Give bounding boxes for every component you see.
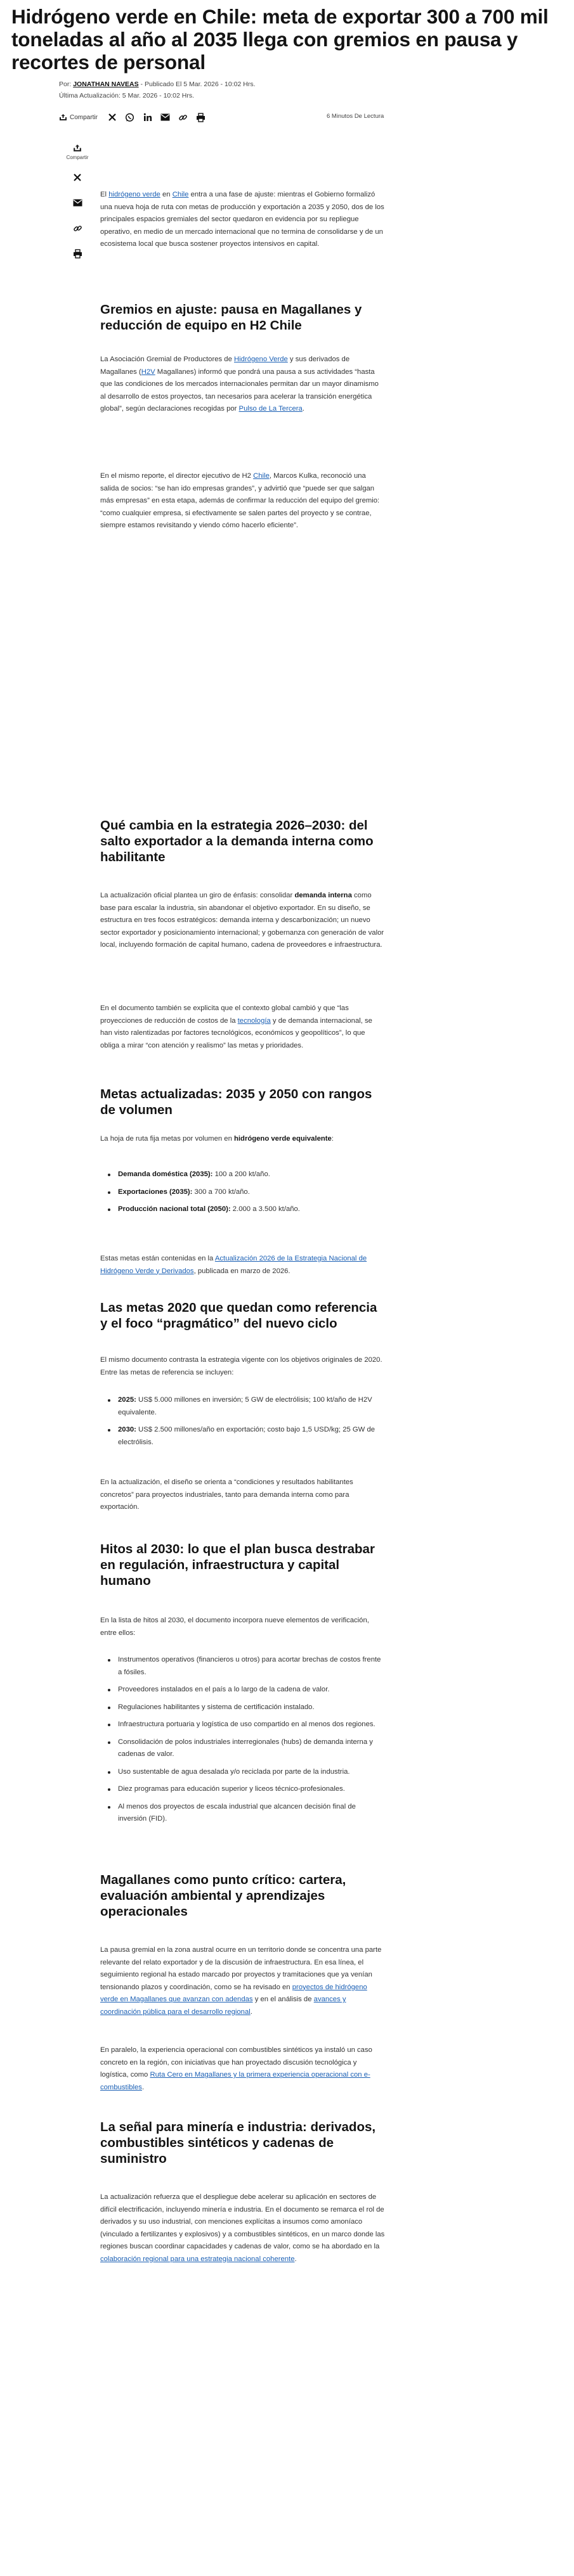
email-icon[interactable]: [72, 197, 83, 208]
paragraph: La hoja de ruta fija metas por volumen en hidrógeno verde equivalente:: [100, 1135, 334, 1143]
share-button[interactable]: Compartir: [59, 113, 98, 121]
list-item: Instrumentos operativos (financieros u otros) para acortar brechas de costos frente a fósiles.: [117, 1654, 386, 1679]
section-heading: Gremios en ajuste: pausa en Magallanes y reducción de equipo en H2 Chile: [100, 302, 362, 333]
byline: Por: JONATHAN NAVEAS - Publicado El 5 Mar. 2026 - 10:02 Hrs. Última Actualización: 5 Mar. 2026 - 10:02 Hrs.: [59, 79, 256, 101]
link-avances-coordinacion[interactable]: avances y coordinación pública para el desarrollo regional: [100, 1996, 346, 2016]
targets-list: [117, 1169, 386, 1221]
paragraph: En el documento también se explicita que el contexto global cambió y que “las proyecciones de reducción de costos de la tecnología y de demanda internacional, se han visto ralentizadas por factores tecnológicos, económicos y geopolíticos”, lo que obliga a mirar “con atención y realismo” las metas y prioridades.: [100, 1004, 372, 1049]
section-heading: Hitos al 2030: lo que el plan busca destrabar en regulación, infraestructura y capital humano: [100, 1542, 375, 1588]
link-actualizacion-2026[interactable]: Actualización 2026 de la Estrategia Nacional de Hidrógeno Verde y Derivados: [100, 1255, 367, 1275]
section-heading: Magallanes como punto crítico: cartera, evaluación ambiental y aprendizajes operacionales: [100, 1873, 346, 1919]
paragraph: En paralelo, la experiencia operacional con combustibles sintéticos ya instaló un caso concreto en la región, con iniciativas que han proyectado discusión tecnológica y logística, como Ruta Cero en Magallanes y la primera experiencia operacional con e-combustibles.: [100, 2046, 372, 2091]
updated-date: Última Actualización: 5 Mar. 2026 - 10:02 Hrs.: [59, 92, 195, 99]
section-heading: Metas actualizadas: 2035 y 2050 con rangos de volumen: [100, 1087, 372, 1117]
reference-targets-list: [117, 1394, 386, 1454]
list-item: Demanda doméstica (2035): 100 a 200 kt/año.: [117, 1169, 386, 1181]
print-icon[interactable]: [195, 112, 207, 123]
list-item: Exportaciones (2035): 300 a 700 kt/año.: [117, 1186, 386, 1199]
link-ruta-cero[interactable]: Ruta Cero en Magallanes y la primera experiencia operacional con e-combustibles: [100, 2071, 370, 2091]
link-icon[interactable]: [72, 222, 83, 234]
list-item: Proveedores instalados en el país a lo largo de la cadena de valor.: [117, 1684, 386, 1696]
link-h2v[interactable]: H2V: [141, 368, 155, 376]
paragraph: En el mismo reporte, el director ejecutivo de H2 Chile, Marcos Kulka, reconoció una salida de socios: “se han ido empresas grandes”, y advirtió que “puede ser que salgan más empresas” en esta etapa, además de confirmar la reducción del equipo del gremio: “como cualquier empresa, si efectivamente se salen partes del proyecto y se contrae, siempre estamos revisitando y viendo cómo hacerlo eficiente”.: [100, 472, 380, 529]
sidebar-share-label: Compartir: [66, 155, 89, 160]
email-icon[interactable]: [160, 112, 171, 123]
list-item: Consolidación de polos industriales interregionales (hubs) de demanda interna y cadenas de valor.: [117, 1736, 386, 1761]
sticky-share-sidebar: [65, 142, 90, 273]
list-item: Uso sustentable de agua desalada y/o reciclada por parte de la industria.: [117, 1766, 386, 1779]
published-date: Publicado El 5 Mar. 2026 - 10:02 Hrs.: [144, 80, 256, 88]
paragraph: Estas metas están contenidas en la Actualización 2026 de la Estrategia Nacional de Hidrógeno Verde y Derivados, publicada en marzo de 2026.: [100, 1255, 367, 1275]
whatsapp-icon[interactable]: [124, 112, 136, 123]
article-headline: Hidrógeno verde en Chile: meta de exportar 300 a 700 mil toneladas al año al 2035 llega con gremios en pausa y recortes de personal: [11, 5, 549, 74]
paragraph: La Asociación Gremial de Productores de Hidrógeno Verde y sus derivados de Magallanes (H2V Magallanes) informó que pondrá una pausa a sus actividades “hasta que las condiciones de los mercados internacionales permitan dar un mayor dinamismo al desarrollo de estos proyectos, tan necesarios para acelerar la transición energética global”, según declaraciones recogidas por Pulso de La Tercera.: [100, 356, 379, 413]
link-colaboracion-regional[interactable]: colaboración regional para una estrategia nacional coherente: [100, 2255, 295, 2263]
paragraph: La pausa gremial en la zona austral ocurre en un territorio donde se concentra una parte relevante del relato exportador y de la discusión de infraestructura. En esa línea, el seguimiento regional ha estado marcado por proyectos y tramitaciones que ya venían tensionando plazos y coordinación, como se ha revisado en proyectos de hidrógeno verde en Magallanes que avanzan con adendas y en el análisis de avances y coordinación pública para el desarrollo regional.: [100, 1946, 382, 2016]
link-icon[interactable]: [178, 112, 189, 123]
section-heading: Qué cambia en la estrategia 2026–2030: del salto exportador a la demanda interna como habilitante: [100, 818, 374, 864]
x-icon[interactable]: [72, 172, 83, 183]
paragraph: La actualización oficial plantea un giro de énfasis: consolidar demanda interna como base para escalar la industria, sin abandonar el objetivo exportador. En su diseño, se estructura en tres focos estratégicos: demanda interna y descarbonización; un nuevo sector exportador y posicionamiento internacional; y gobernanza con generación de valor local, incluyendo formación de capital humano, cadena de proveedores e infraestructura.: [100, 892, 384, 949]
link-pulso-la-tercera[interactable]: Pulso de La Tercera: [238, 405, 303, 413]
link-hidrogeno-verde[interactable]: hidrógeno verde: [108, 191, 160, 198]
intro-paragraph: El hidrógeno verde en Chile entra a una fase de ajuste: mientras el Gobierno formalizó una nueva hoja de ruta con metas de producción y exportación a 2035 y 2050, dos de los principales espacios gremiales del sector quedaron en evidencia por su repliegue operativo, en medio de un mercado internacional que no termina de consolidarse y de un ecosistema local que busca sostener proyectos intensivos en capital.: [100, 191, 384, 248]
x-icon[interactable]: [107, 112, 118, 123]
milestones-list: [117, 1654, 386, 1831]
link-tecnologia[interactable]: tecnología: [237, 1016, 271, 1025]
linkedin-icon[interactable]: [142, 112, 153, 123]
section-heading: La señal para minería e industria: derivados, combustibles sintéticos y cadenas de suministro: [100, 2120, 376, 2166]
share-icon: [59, 113, 67, 121]
paragraph: En la actualización, el diseño se orienta a “condiciones y resultados habilitantes concretos” para proyectos industriales, tanto para demanda interna como para exportación.: [100, 1478, 353, 1511]
section-heading: Las metas 2020 que quedan como referencia y el foco “pragmático” del nuevo ciclo: [100, 1300, 377, 1331]
list-item: Diez programas para educación superior y liceos técnico-profesionales.: [117, 1783, 386, 1796]
list-item: Regulaciones habilitantes y sistema de certificación instalado.: [117, 1701, 386, 1714]
share-icon[interactable]: [72, 142, 83, 153]
list-item: Producción nacional total (2050): 2.000 a 3.500 kt/año.: [117, 1203, 386, 1216]
list-item: Al menos dos proyectos de escala industrial que alcancen decisión final de inversión (FID).: [117, 1801, 386, 1826]
list-item: 2030: US$ 2.500 millones/año en exportación; costo bajo 1,5 USD/kg; 25 GW de electrólisis.: [117, 1424, 386, 1449]
link-chile[interactable]: Chile: [172, 191, 189, 198]
paragraph: En la lista de hitos al 2030, el documento incorpora nueve elementos de verificación, entre ellos:: [100, 1617, 369, 1637]
link-hidrogeno-verde-tag[interactable]: Hidrógeno Verde: [234, 356, 288, 363]
list-item: Infraestructura portuaria y logística de uso compartido en al menos dos regiones.: [117, 1719, 386, 1731]
paragraph: El mismo documento contrasta la estrategia vigente con los objetivos originales de 2020. Entre las metas de referencia se incluyen:: [100, 1356, 382, 1376]
paragraph: La actualización refuerza que el despliegue debe acelerar su aplicación en sectores de difícil electrificación, incluyendo minería e industria. En el documento se remarca el rol de derivados y su uso industrial, con menciones explícitas a insumos como amoníaco (vinculado a fertilizantes y explosivos) y a combustibles sintéticos, en un marco donde las regiones buscan coordinar capacidades y cadenas de valor, como se ha abordado en la colaboración regional para una estrategia nacional coherente.: [100, 2193, 385, 2263]
list-item: 2025: US$ 5.000 millones en inversión; 5 GW de electrólisis; 100 kt/año de H2V equivalente.: [117, 1394, 386, 1419]
author-link[interactable]: JONATHAN NAVEAS: [73, 80, 139, 88]
read-time: 6 Minutos De Lectura: [327, 113, 384, 120]
print-icon[interactable]: [72, 248, 83, 259]
link-chile[interactable]: Chile: [253, 472, 270, 480]
link-proyectos-magallanes[interactable]: proyectos de hidrógeno verde en Magallanes que avanzan con adendas: [100, 1983, 367, 2003]
